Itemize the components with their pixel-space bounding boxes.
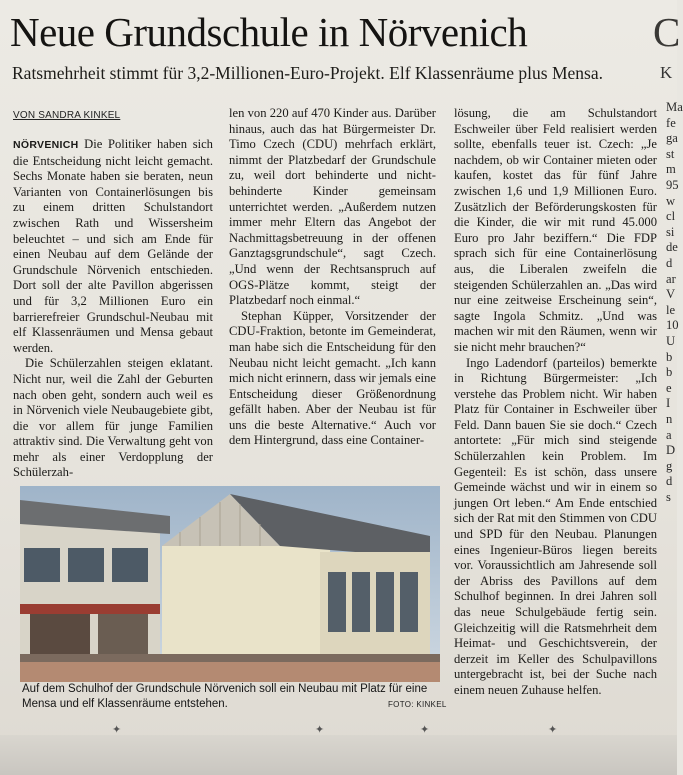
- pin-mark-icon: ✦: [315, 723, 325, 736]
- adjacent-column-fragment-line: I: [666, 396, 671, 411]
- dateline: NÖRVENICH: [13, 139, 79, 151]
- adjacent-column-fragment-line: D: [666, 443, 676, 458]
- column-3-paragraph-1: lösung, die am Schulstandort Eschweiler über Feld realisiert werden sollte, ebenfalls teuer ist. Czech: „Je nachdem, ob wir Container mieten oder kaufen, kostet das für fünf Jahre zwischen 1,6 und 1,9 Millionen Euro. Zusätzlich der Beförderungskosten für die Kinder, die wir mit rund 45.000 Euro pro Jahr beziffern.“ Die FDP sprach sich für eine Containerlösung aus, die Liberalen zweifeln die steigenden Schülerzahlen an. „Das wird nur eine zeitweise Erscheinung sein“, sagte Ingola Schmitz. „Und was machen wir mit den Räumen, wenn wir sie nicht mehr brauchen?“: [454, 106, 657, 354]
- adjacent-column-fragment-line: g: [666, 458, 673, 473]
- adjacent-column-fragment-line: 95: [666, 178, 679, 192]
- article-column-3: [454, 106, 657, 699]
- adjacent-column-fragment-line: w: [666, 193, 676, 208]
- adjacent-column-fragment-line: d: [666, 256, 673, 270]
- adjacent-column-fragment-line: ga: [666, 131, 678, 146]
- article-column-1: [13, 137, 213, 481]
- column-3-paragraph-2: Ingo Ladendorf (parteilos) bemerkte in Richtung Bürgermeister: „Ich verstehe das Problem nicht. Wir haben Platz für Container in Eschweiler über Feld. Dann bauen Sie sie doch.“ Czech antortete: „Für mich sind steigende Schülerzahlen kein Problem. Im Gegenteil: Es ist schön, dass unsere Gemeinde wächst und wir in einem so jungen Ort leben.“ Am Ende entschied sich der Rat mit den Stimmen von CDU und SPD für den Neubau. Planungen eines Ingenieur-Büros liegen bereits vor. Voraussichtlich am Jahresende soll der Abriss des Pavillons auf dem Schulhof beginnen. In drei Jahren soll das neue Schulgebäude fertig sein. Gleichzeitig will die Ratsmehrheit dem Heimat- und Geschichtsverein, der derzeit im Keller des Schulpavillons untergebracht ist, bei der Suche nach einem neuen Zuhause helfen.: [454, 355, 657, 697]
- pin-mark-icon: ✦: [112, 723, 122, 736]
- article-column-2: [229, 106, 436, 449]
- column-1-paragraph-1-text: Die Politiker haben sich die Entscheidung nicht leicht gemacht. Sechs Monate haben sie beraten, neun Varianten von Containerlösungen bis zu einem dritten Schulstandort zwischen Rath und Wissersheim beleuchtet – und sich am Ende für einen Neubau auf dem Gelände der Grundschule Nörvenich entschieden. Dort soll der alte Pavillon abgerissen und für 3,2 Millionen Euro ein barrierefreier Grundschul-Neubau mit elf Klassenräumen und Mensa gebaut werden.: [13, 137, 213, 355]
- adjacent-column-fragment-line: le: [666, 302, 676, 317]
- adjacent-column-fragment-line: V: [666, 287, 676, 302]
- school-building-photo: [20, 486, 440, 682]
- adjacent-column-fragment-line: m: [666, 162, 676, 177]
- adjacent-column-fragment-line: ar: [666, 271, 676, 286]
- adjacent-column-fragment-line: n: [666, 412, 673, 426]
- subheadline: Ratsmehrheit stimmt für 3,2-Millionen-Euro-Projekt. Elf Klassenräume plus Mensa.: [12, 63, 604, 83]
- adjacent-column-fragment-line: st: [666, 146, 675, 161]
- pin-mark-icon: ✦: [420, 723, 430, 736]
- adjacent-headline-fragment: C: [653, 9, 681, 55]
- adjacent-column-fragment-line: b: [666, 365, 673, 380]
- adjacent-column-fragment-line: U: [666, 334, 676, 348]
- adjacent-column-fragment-line: a: [666, 427, 672, 442]
- photo-credit: FOTO: KINKEL: [388, 700, 447, 709]
- pin-mark-icon: ✦: [548, 723, 558, 736]
- byline: VON SANDRA KINKEL: [13, 110, 121, 121]
- adjacent-column-fragment-line: d: [666, 474, 673, 489]
- adjacent-column-fragment-line: s: [666, 490, 671, 504]
- adjacent-column-fragment-line: 10: [666, 318, 679, 333]
- adjacent-column-fragment-line: e: [666, 380, 672, 395]
- adjacent-column-fragment-line: si: [666, 224, 675, 239]
- adjacent-column-fragment-line: cl: [666, 209, 676, 224]
- column-1-paragraph-2: Die Schülerzahlen steigen eklatant. Nicht nur, weil die Zahl der Geburten nach oben geht, sondern auch weil es in Nörvenich viele Neubaugebiete gibt, die vor allem für junge Familien attraktiv sind. Die Verwaltung geht von mehr als einer Verdopplung der Schülerzah-: [13, 356, 213, 480]
- column-2-paragraph-2: Stephan Küpper, Vorsitzender der CDU-Fraktion, betonte im Gemeinderat, man habe sich die Entscheidung für den Neubau nicht leicht gemacht. „Ich kann mich nicht erinnern, dass wir jemals eine Entscheidung dieser Größenordnung gefällt haben. Aber der Neubau ist für uns die beste Alternative.“ Auch vor dem Hintergrund, dass eine Container-: [229, 308, 436, 448]
- headline: Neue Grundschule in Nörvenich: [10, 9, 528, 55]
- school-building-illustration: [20, 486, 440, 682]
- adjacent-subhead-fragment: K: [660, 63, 673, 82]
- page-bottom-edge: [0, 723, 677, 775]
- column-1-paragraph-1: [13, 137, 213, 356]
- adjacent-column-fragment-line: fe: [666, 115, 676, 130]
- photo-caption: Auf dem Schulhof der Grundschule Nörvenich soll ein Neubau mit Platz für eine Mensa und elf Klassenräume entstehen.: [22, 683, 428, 710]
- adjacent-column-fragment-line: Ma: [666, 100, 683, 114]
- adjacent-column-fragment-line: b: [666, 349, 673, 364]
- adjacent-column-fragment-line: de: [666, 240, 678, 255]
- column-2-paragraph-1: len von 220 auf 470 Kinder aus. Darüber hinaus, auch das hat Bürgermeister Dr. Timo Czech (CDU) mehrfach erklärt, nimmt der Platzbedarf der Grundschule zu, weil dort behinderte und nicht-behinderte Kinder gemeinsam unterrichtet werden. „Außerdem nutzen immer mehr Eltern das Angebot der Nachmittagsbetreuung in der offenen Ganztagsgrundschule“, sagt Czech. „Und wenn der Rechtsanspruch auf OGS-Plätze kommt, steigt der Platzbedarf noch einmal.“: [229, 106, 436, 308]
